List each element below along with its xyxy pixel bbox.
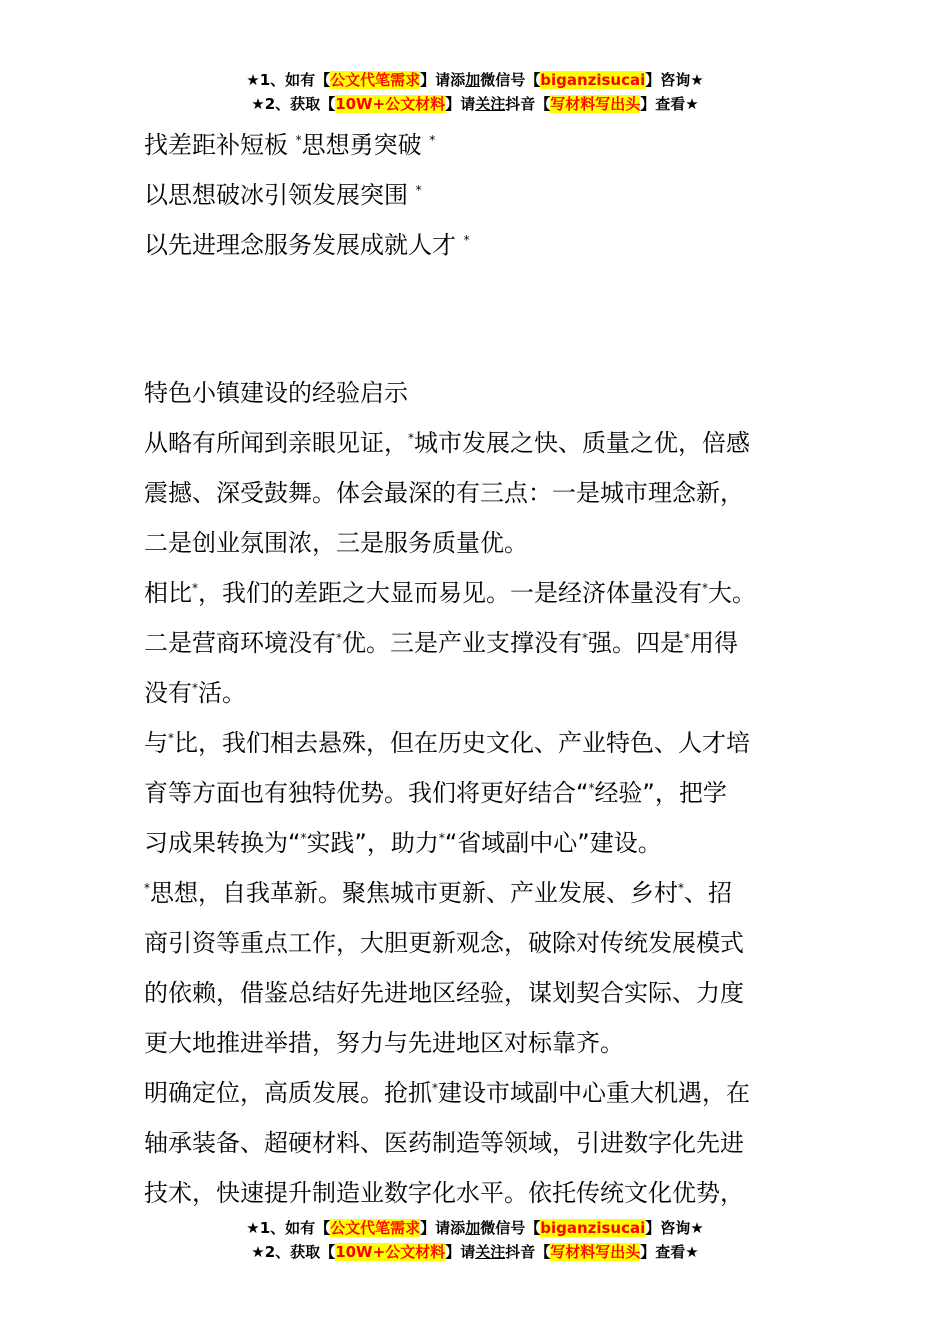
body-line: 明确定位，高质发展。抢抓*建设市域副中心重大机遇，在: [144, 1079, 750, 1107]
banner-emphasis: 关注: [475, 1243, 506, 1261]
banner-highlight: 写材料写出头: [550, 95, 641, 113]
body-line: 习成果转换为“*实践”，助力*“省域副中心”建设。: [144, 829, 662, 857]
body-line: 震撼、深受鼓舞。体会最深的有三点：一是城市理念新，: [144, 479, 744, 507]
banner-emphasis: 加: [465, 71, 481, 89]
body-line: 技术，快速提升制造业数字化水平。依托传统文化优势，: [144, 1179, 744, 1207]
banner-text: 抖音【: [505, 1243, 551, 1261]
header-banner: [0, 68, 950, 116]
banner-highlight: 10W+公文材料: [335, 1243, 446, 1261]
banner-text: 微信号【: [480, 1219, 541, 1237]
section-title: 特色小镇建设的经验启示: [144, 379, 408, 407]
banner-text: 】查看★: [640, 95, 699, 113]
body-line: 二是营商环境没有*优。三是产业支撑没有*强。四是*用得: [144, 629, 738, 657]
banner-text: 】咨询★: [645, 1219, 704, 1237]
title-line: 找差距补短板 *思想勇突破 *: [144, 131, 436, 159]
banner-emphasis: 加: [465, 1219, 481, 1237]
banner-text: 】请添: [420, 71, 466, 89]
body-line: 育等方面也有独特优势。我们将更好结合“*经验”，把学: [144, 779, 727, 807]
body-line: 没有*活。: [144, 679, 246, 707]
title-line: 以思想破冰引领发展突围 *: [144, 181, 422, 209]
body-line: *思想，自我革新。聚焦城市更新、产业发展、乡村*、招: [144, 879, 732, 907]
banner-text: ★2、获取【: [251, 1243, 336, 1261]
banner-text: 】请: [445, 95, 476, 113]
title-line: 以先进理念服务发展成就人才 *: [144, 231, 470, 259]
document-body: [144, 368, 824, 1218]
banner-line-1: [0, 1216, 950, 1240]
banner-text: ★1、如有【: [246, 1219, 331, 1237]
banner-highlight: 公文代笔需求: [330, 71, 421, 89]
body-line: 的依赖，借鉴总结好先进地区经验，谋划契合实际、力度: [144, 979, 744, 1007]
body-line: 更大地推进举措，努力与先进地区对标靠齐。: [144, 1029, 624, 1057]
body-line: 相比*，我们的差距之大显而易见。一是经济体量没有*大。: [144, 579, 756, 607]
body-line: 商引资等重点工作，大胆更新观念，破除对传统发展模式: [144, 929, 744, 957]
banner-highlight: biganzisucai: [540, 71, 646, 89]
banner-highlight: 写材料写出头: [550, 1243, 641, 1261]
body-line: 与*比，我们相去悬殊，但在历史文化、产业特色、人才培: [144, 729, 750, 757]
banner-text: 】查看★: [640, 1243, 699, 1261]
body-line: 从略有所闻到亲眼见证，*城市发展之快、质量之优，倍感: [144, 429, 750, 457]
banner-text: 】咨询★: [645, 71, 704, 89]
banner-text: ★2、获取【: [251, 95, 336, 113]
banner-text: 抖音【: [505, 95, 551, 113]
banner-text: 微信号【: [480, 71, 541, 89]
banner-line-2: [0, 1240, 950, 1264]
banner-highlight: 公文代笔需求: [330, 1219, 421, 1237]
banner-text: 】请添: [420, 1219, 466, 1237]
banner-text: ★1、如有【: [246, 71, 331, 89]
title-list: [144, 120, 824, 270]
banner-highlight: 10W+公文材料: [335, 95, 446, 113]
body-line: 轴承装备、超硬材料、医药制造等领域，引进数字化先进: [144, 1129, 744, 1157]
banner-line-1: [0, 68, 950, 92]
banner-emphasis: 关注: [475, 95, 506, 113]
banner-highlight: biganzisucai: [540, 1219, 646, 1237]
footer-banner: [0, 1216, 950, 1264]
body-line: 二是创业氛围浓，三是服务质量优。: [144, 529, 528, 557]
banner-text: 】请: [445, 1243, 476, 1261]
banner-line-2: [0, 92, 950, 116]
